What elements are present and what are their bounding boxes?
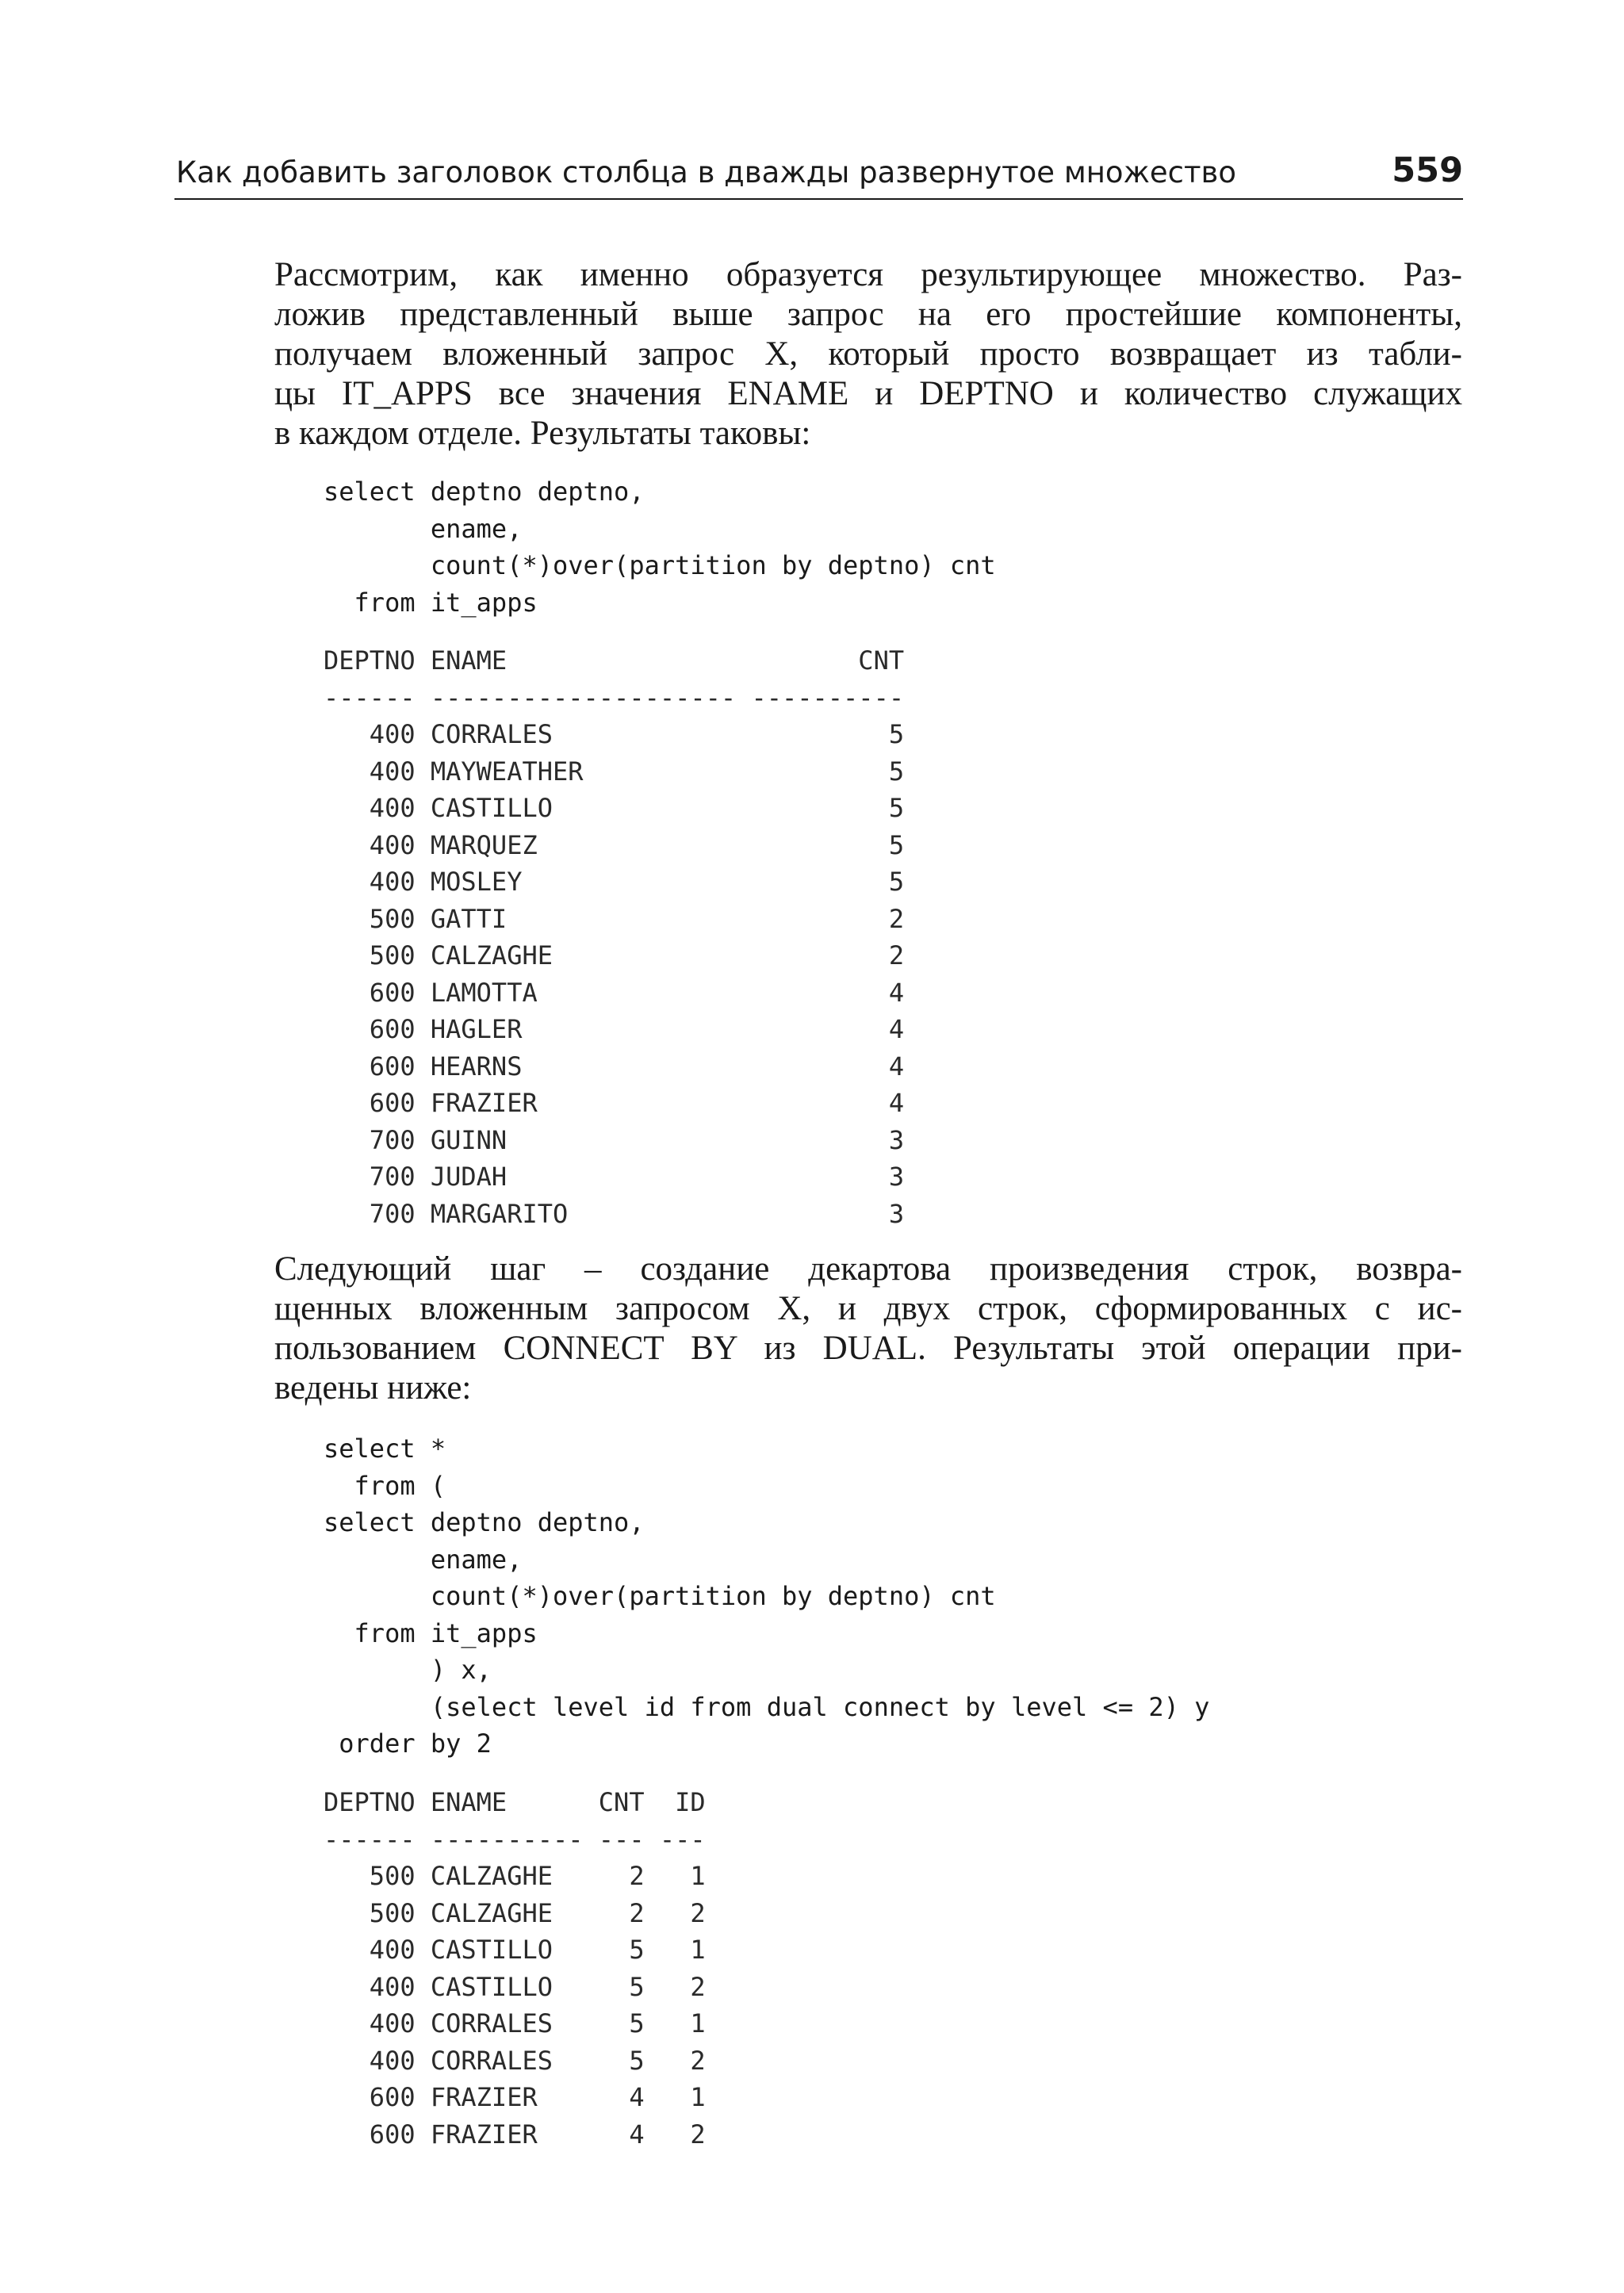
running-title: Как добавить заголовок столбца в дважды развернутое множество: [176, 155, 1237, 189]
table-row: 400 CASTILLO 5 2: [324, 1971, 706, 2002]
paragraph-line: пользованием CONNECT BY из DUAL. Результаты этой операции при-: [274, 1330, 1462, 1367]
table-row: 400 CORRALES 5 1: [324, 2008, 706, 2038]
table-row: 400 MOSLEY 5: [324, 867, 905, 897]
paragraph-line: ведены ниже:: [274, 1369, 472, 1407]
code-line: ename,: [324, 513, 523, 544]
table-row: 400 MARQUEZ 5: [324, 829, 905, 860]
page-number: 559: [1392, 151, 1463, 190]
table-row: 600 FRAZIER 4 2: [324, 2119, 706, 2149]
code-line: from (: [324, 1470, 446, 1501]
table-row: 400 CORRALES 5: [324, 719, 905, 749]
paragraph-line: Рассмотрим, как именно образуется результирующее множество. Раз-: [274, 256, 1462, 293]
result-separator-row: ------ -------------------- ----------: [324, 682, 905, 713]
result-separator-row: ------ ---------- --- ---: [324, 1824, 706, 1855]
table-row: 500 CALZAGHE 2 1: [324, 1861, 706, 1891]
table-row: 700 MARGARITO 3: [324, 1198, 905, 1229]
table-row: 700 JUDAH 3: [324, 1162, 905, 1192]
code-line: from it_apps: [324, 587, 538, 618]
code-line: select deptno deptno,: [324, 477, 645, 507]
code-line: (select level id from dual connect by level <= 2) y: [324, 1691, 1210, 1722]
paragraph-line: щенных вложенным запросом X, и двух строк, сформированных с ис-: [274, 1290, 1462, 1327]
paragraph-line: в каждом отделе. Результаты таковы:: [274, 415, 811, 452]
paragraph-line: цы IT_APPS все значения ENAME и DEPTNO и количество служащих: [274, 375, 1462, 412]
table-row: 600 FRAZIER 4: [324, 1088, 905, 1118]
paragraph-line: Следующий шаг – создание декартова произведения строк, возвра-: [274, 1250, 1462, 1288]
table-row: 600 LAMOTTA 4: [324, 977, 905, 1008]
table-row: 600 HEARNS 4: [324, 1051, 905, 1081]
sql-query-1: [324, 473, 996, 621]
paragraph-line: ложив представленный выше запрос на его простейшие компоненты,: [274, 296, 1462, 333]
code-line: count(*)over(partition by deptno) cnt: [324, 1581, 996, 1611]
table-row: 500 CALZAGHE 2: [324, 940, 905, 970]
query-result-1: [324, 642, 904, 1232]
code-line: from it_apps: [324, 1617, 538, 1648]
table-row: 400 CASTILLO 5: [324, 793, 905, 823]
paragraph-cartesian: [274, 1250, 1462, 1408]
result-header-row: DEPTNO ENAME CNT ID: [324, 1787, 706, 1817]
table-row: 500 GATTI 2: [324, 903, 905, 934]
result-header-row: DEPTNO ENAME CNT: [324, 645, 905, 676]
table-row: 600 HAGLER 4: [324, 1014, 905, 1044]
table-row: 400 MAYWEATHER 5: [324, 756, 905, 787]
table-row: 400 CORRALES 5 2: [324, 2045, 706, 2076]
code-line: select *: [324, 1434, 446, 1464]
table-row: 500 CALZAGHE 2 2: [324, 1897, 706, 1928]
code-line: select deptno deptno,: [324, 1507, 645, 1537]
query-result-2: [324, 1784, 706, 2153]
code-line: ) x,: [324, 1655, 492, 1685]
table-row: 400 CASTILLO 5 1: [324, 1935, 706, 1965]
table-row: 600 FRAZIER 4 1: [324, 2082, 706, 2112]
table-row: 700 GUINN 3: [324, 1124, 905, 1155]
paragraph-intro: [274, 255, 1462, 454]
running-header: [174, 147, 1463, 200]
paragraph-line: получаем вложенный запрос X, который просто возвращает из табли-: [274, 335, 1462, 373]
code-line: ename,: [324, 1544, 523, 1575]
sql-query-2: [324, 1430, 1209, 1763]
code-line: count(*)over(partition by deptno) cnt: [324, 550, 996, 580]
code-line: order by 2: [324, 1728, 492, 1759]
